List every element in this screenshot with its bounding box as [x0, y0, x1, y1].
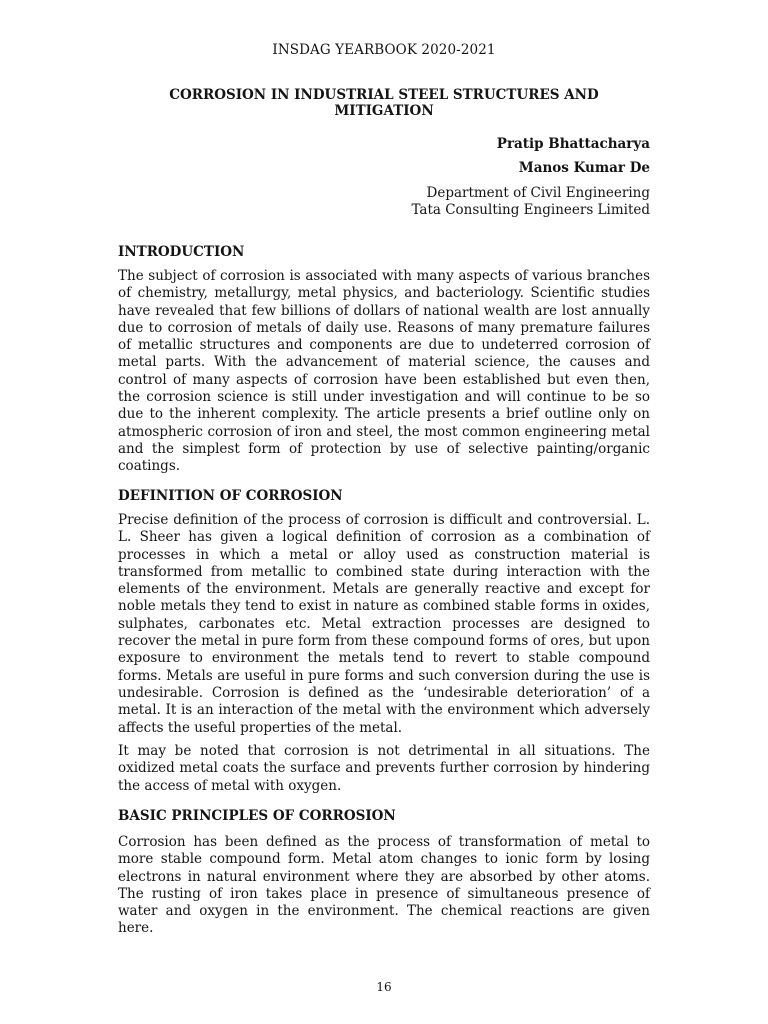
- section-heading-introduction: INTRODUCTION: [118, 244, 245, 260]
- affiliation-department: Department of Civil Engineering: [426, 185, 650, 201]
- definition-paragraph-2: It may be noted that corrosion is not detrimental in all situations. The oxidized metal coats the surface and prevents further corrosion by hindering the access of metal with oxygen.: [118, 743, 650, 794]
- section-heading-basic-principles: BASIC PRINCIPLES OF CORROSION: [118, 808, 396, 824]
- document-page: [118, 0, 650, 1024]
- author-block: [411, 136, 650, 219]
- section-heading-definition: DEFINITION OF CORROSION: [118, 488, 343, 504]
- basic-principles-paragraph: Corrosion has been defined as the process of transformation of metal to more stable compound form. Metal atom changes to ionic form by losing electrons in natural environment where they are absorbed by other atoms. The rusting of iron takes place in presence of simultaneous presence of water and oxygen in the environment. The chemical reactions are given here.: [118, 834, 650, 937]
- running-head: INSDAG YEARBOOK 2020-2021: [272, 42, 496, 58]
- affiliation-organization: Tata Consulting Engineers Limited: [411, 202, 650, 219]
- author-name: Pratip Bhattacharya: [496, 136, 650, 152]
- paper-title: CORROSION IN INDUSTRIAL STEEL STRUCTURES AND MITIGATION: [169, 87, 599, 119]
- author-name: Manos Kumar De: [518, 160, 650, 176]
- introduction-paragraph: The subject of corrosion is associated with many aspects of various branches of chemistry, metallurgy, metal physics, and bacteriology. Scientific studies have revealed that few billions of dollars of national wealth are lost annually due to corrosion of metals of daily use. Reasons of many premature failures of metallic structures and components are due to undeterred corrosion of metal parts. With the advancement of material science, the causes and control of many aspects of corrosion have been established but even then, the corrosion science is still under investigation and will continue to be so due to the inherent complexity. The article presents a brief outline only on atmospheric corrosion of iron and steel, the most common engineering metal and the simplest form of protection by use of selective painting/organic coatings.: [118, 268, 650, 475]
- page-number: 16: [376, 980, 392, 994]
- definition-paragraph-1: Precise definition of the process of corrosion is difficult and controversial. L. L. Sheer has given a logical definition of corrosion as a combination of processes in which a metal or alloy used as construction material is transformed from metallic to combined state during interaction with the elements of the environment. Metals are generally reactive and except for noble metals they tend to exist in nature as combined stable forms in oxides, sulphates, carbonates etc. Metal extraction processes are designed to recover the metal in pure form from these compound forms of ores, but upon exposure to environment the metals tend to revert to stable compound forms. Metals are useful in pure forms and such conversion during the use is undesirable. Corrosion is defined as the ‘undesirable deterioration’ of a metal. It is an interaction of the metal with the environment which adversely affects the useful properties of the metal.: [118, 512, 650, 736]
